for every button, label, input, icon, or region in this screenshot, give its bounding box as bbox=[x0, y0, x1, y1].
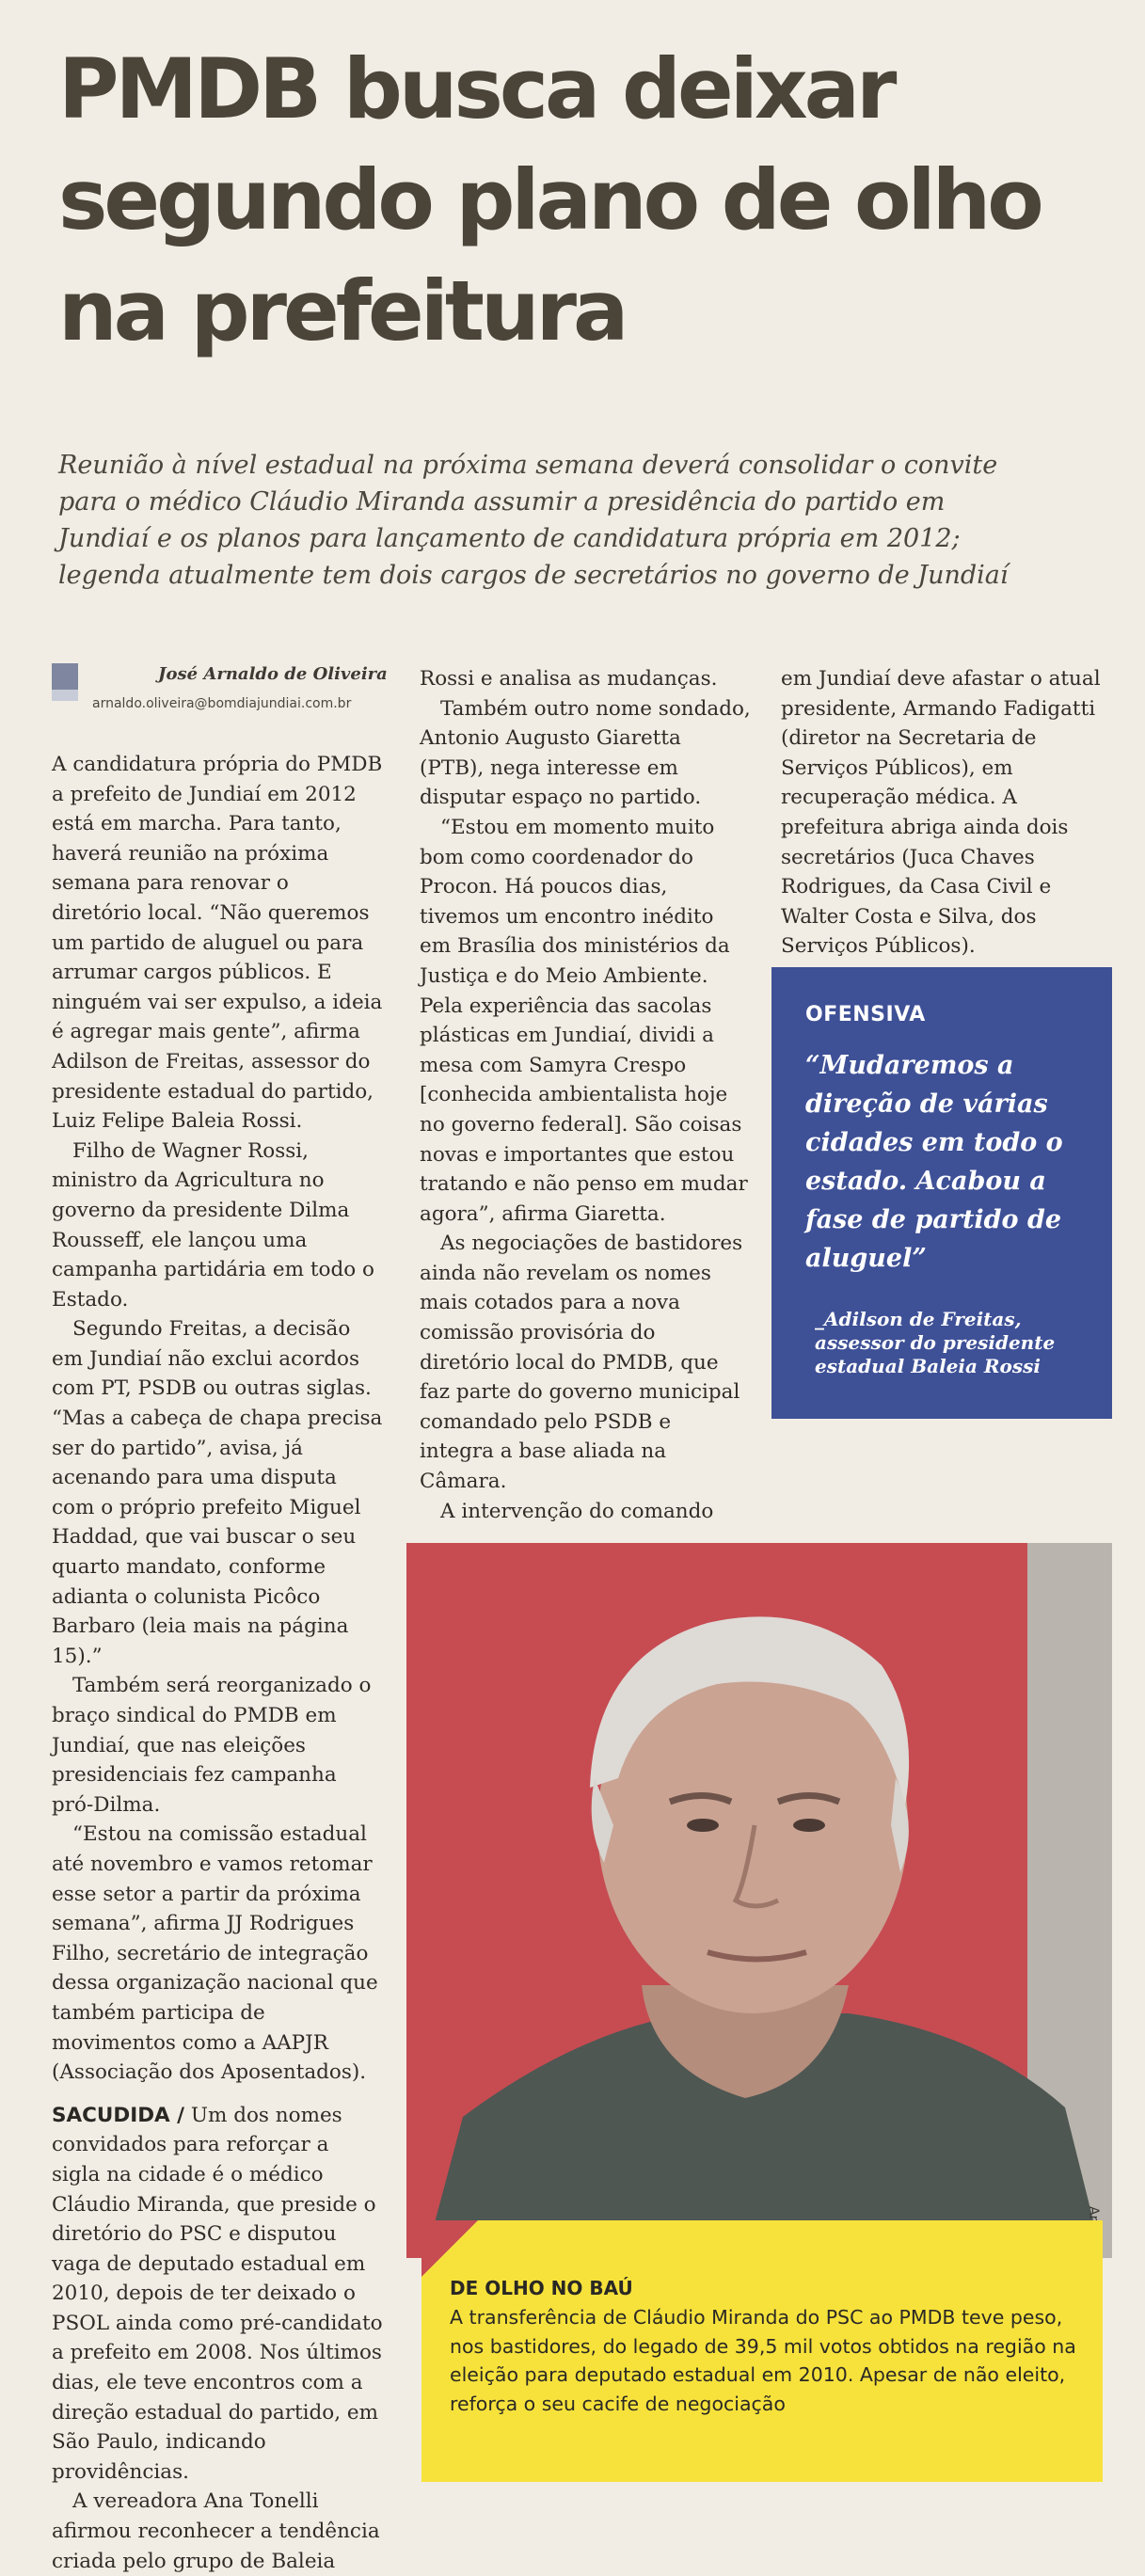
article-paragraph: Rossi e analisa as mudanças. bbox=[420, 667, 718, 691]
byline-email: arnaldo.oliveira@bomdiajundiai.com.br bbox=[92, 696, 352, 711]
article-column-1 bbox=[52, 750, 383, 2576]
section-paragraph bbox=[52, 2101, 383, 2488]
subheadline bbox=[58, 447, 1103, 594]
article-paragraph: Filho de Wagner Rossi, ministro da Agricultura no governo da presidente Dilma Rousseff, ele lançou uma campanha partidária em todo o Estado. bbox=[52, 1138, 374, 1312]
headline: PMDB busca deixar segundo plano de olho na prefeitura bbox=[58, 40, 1041, 359]
subhead-line: Reunião à nível estadual na próxima semana deverá consolidar o convite bbox=[58, 451, 998, 480]
article-paragraph: “Estou em momento muito bom como coordenador do Procon. Há poucos dias, tivemos um encontro inédito em Brasília dos ministérios da Justiça e do Meio Ambiente. Pela experiência das sacolas plásticas em Jundiaí, dividi a mesa com Samyra Crespo [conhecida ambientalista hoje no governo federal]. São coisas novas e importantes que estou tratando e não penso em mudar agora”, afirma Giaretta. bbox=[420, 815, 748, 1226]
pull-quote-kicker: OFENSIVA bbox=[805, 1003, 926, 1026]
article-paragraph: As negociações de bastidores ainda não revelam os nomes mais cotados para a nova comissão provisória do diretório local do PMDB, que faz parte do governo municipal comandado pelo PSDB e integra a base aliada na Câmara. bbox=[420, 1232, 743, 1494]
article-paragraph: A intervenção do comando bbox=[440, 1499, 714, 1523]
subhead-line: para o médico Cláudio Miranda assumir a presidência do partido em bbox=[58, 487, 946, 517]
section-kicker: SACUDIDA / bbox=[52, 2103, 185, 2127]
byline-marker bbox=[52, 663, 78, 690]
article-paragraph: em Jundiaí deve afastar o atual presidente, Armando Fadigatti (diretor na Secretaria de Serviços Públicos), em recuperação médica. A prefeitura abriga ainda dois secretários (Juca Chaves Rodrigues, da Casa Civil e Walter Costa e Silva, dos Serviços Públicos). bbox=[781, 667, 1101, 959]
article-column-3 bbox=[781, 664, 1112, 962]
pull-quote-box bbox=[771, 967, 1112, 1419]
caption-kicker: DE OLHO NO BAÚ bbox=[450, 2277, 633, 2299]
byline-marker-light bbox=[52, 690, 78, 701]
article-paragraph: A vereadora Ana Tonelli afirmou reconhecer a tendência criada pelo grupo de Baleia bbox=[52, 2489, 380, 2573]
section-text: Um dos nomes convidados para reforçar a sigla na cidade é o médico Cláudio Miranda, que preside o diretório do PSC e disputou vaga de deputado estadual em 2010, depois de ter deixado o PSOL ainda como pré-candidato a prefeito em 2008. Nos últimos dias, ele teve encontros com a direção estadual do partido, em São Paulo, indicando providências. bbox=[52, 2103, 383, 2484]
article-column-2 bbox=[420, 664, 751, 1526]
article-paragraph: “Estou na comissão estadual até novembro e vamos retomar esse setor a partir da próxima semana”, afirma JJ Rodrigues Filho, secretário de integração dessa organização nacional que também participa de movimentos como a AAPJR (Associação dos Aposentados). bbox=[52, 1822, 378, 2085]
caption-text: A transferência de Cláudio Miranda do PSC ao PMDB teve peso, nos bastidores, do legado de 39,5 mil votos obtidos na região na eleição para deputado estadual em 2010. Apesar de não eleito, reforça o seu cacife de negociação bbox=[450, 2306, 1076, 2415]
photo-caption-box bbox=[421, 2220, 1103, 2482]
caption-corner-notch bbox=[421, 2220, 478, 2277]
subhead-line: Jundiaí e os planos para lançamento de candidatura própria em 2012; bbox=[58, 524, 961, 553]
subhead-line: legenda atualmente tem dois cargos de secretários no governo de Jundiaí bbox=[58, 561, 1009, 590]
pull-quote-text: “Mudaremos a direção de várias cidades em todo o estado. Acabou a fase de partido de aluguel” bbox=[805, 1051, 1063, 1273]
portrait-photo bbox=[406, 1543, 1112, 2258]
article-paragraph: A candidatura própria do PMDB a prefeito de Jundiaí em 2012 está em marcha. Para tanto, haverá reunião na próxima semana para renovar o diretório local. “Não queremos um partido de aluguel ou para arrumar cargos públicos. E ninguém vai ser expulso, a ideia é agregar mais gente”, afirma Adilson de Freitas, assessor do presidente estadual do partido, Luiz Felipe Baleia Rossi. bbox=[52, 753, 383, 1134]
portrait-illustration bbox=[406, 1543, 1112, 2258]
article-paragraph: Também será reorganizado o braço sindical do PMDB em Jundiaí, que nas eleições presidenciais fez campanha pró-Dilma. bbox=[52, 1674, 372, 1817]
article-paragraph: Também outro nome sondado, Antonio Augusto Giaretta (PTB), nega interesse em disputar espaço no partido. bbox=[420, 696, 751, 810]
article-paragraph: Segundo Freitas, a decisão em Jundiaí não exclui acordos com PT, PSDB ou outras siglas. “Mas a cabeça de chapa precisa ser do partido”, avisa, já acenando para uma disputa com o próprio prefeito Miguel Haddad, que vai buscar o seu quarto mandato, conforme adianta o colunista Picôco Barbaro (leia mais na página 15).” bbox=[52, 1317, 383, 1668]
byline-author: José Arnaldo de Oliveira bbox=[158, 664, 388, 684]
pull-quote-attribution: _Adilson de Freitas, assessor do presidente estadual Baleia Rossi bbox=[815, 1308, 1056, 1377]
